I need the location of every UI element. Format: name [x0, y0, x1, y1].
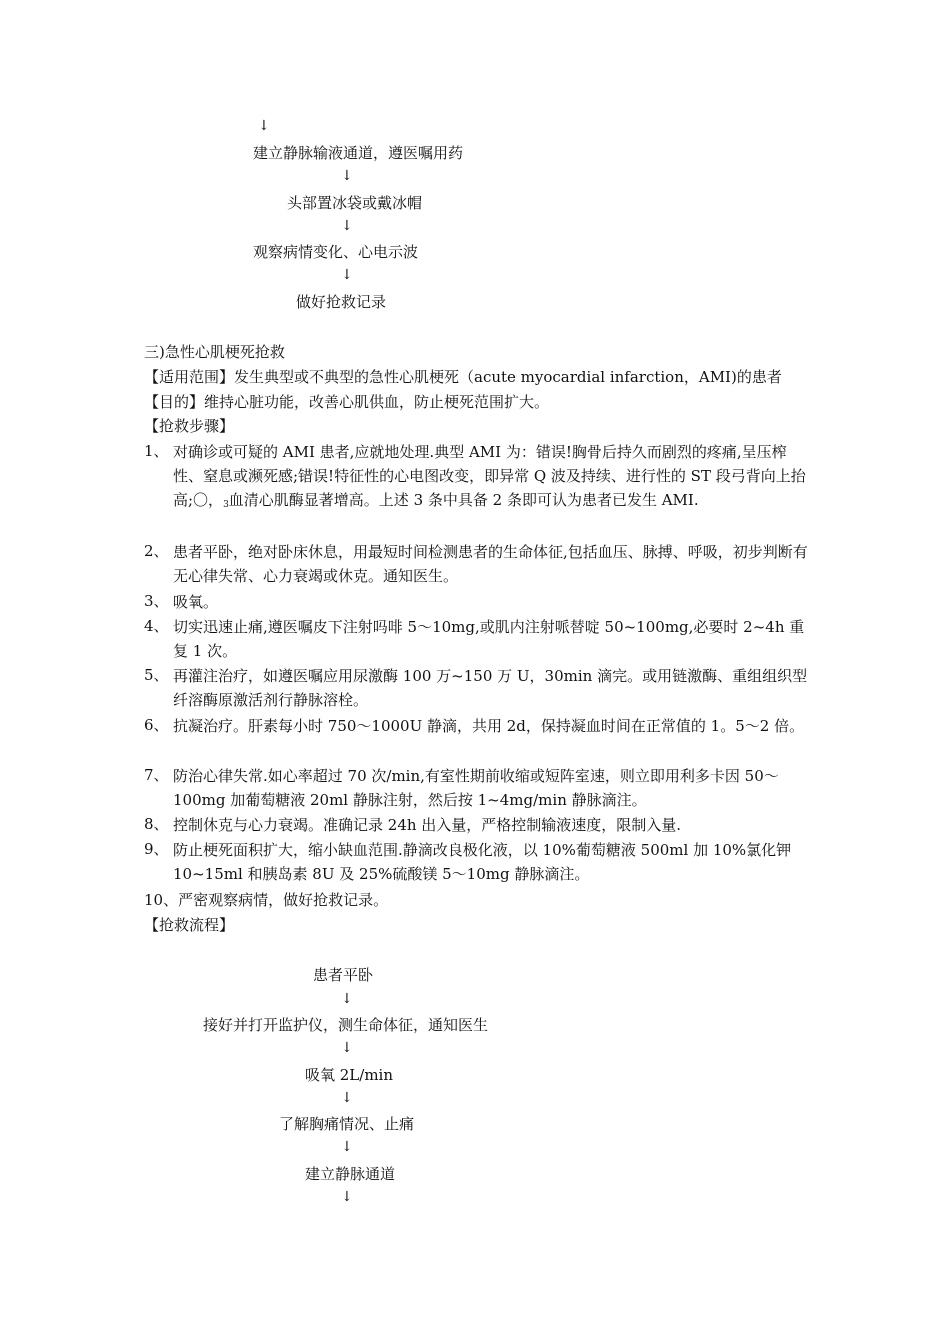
list-item [144, 764, 808, 812]
flow-step: 观察病情变化、心电示波 [253, 243, 419, 261]
item-number: 3、 [144, 592, 169, 610]
list-item [144, 540, 808, 588]
item-text: 再灌注治疗，如遵医嘱应用尿激酶 100 万~150 万 U，30min 滴完。或用链激酶、重组组织型纤溶酶原激活剂行静脉溶栓。 [173, 667, 808, 709]
item-text: 防治心律失常.如心率超过 70 次/min,有室性期前收缩或短阵室速，则立即用利多卡因 50～100mg 加葡萄糖液 20ml 静脉注射，然后按 1~4mg/min 静脉滴注。 [173, 767, 779, 809]
flow-arrow: ↓ [258, 118, 270, 134]
flow-heading: 【抢救流程】 [144, 916, 235, 934]
item-number: 9、 [144, 840, 169, 858]
list-item [144, 813, 808, 837]
item-number: 6、 [144, 716, 169, 734]
flow-step: 建立静脉通道 [305, 1165, 396, 1183]
flow-step: 做好抢救记录 [296, 293, 387, 311]
flow-step: 建立静脉输液通道，遵医嘱用药 [253, 144, 464, 162]
flow-arrow: ↓ [341, 1139, 353, 1155]
list-item [144, 714, 808, 738]
item-number: 7、 [144, 766, 169, 784]
list-item [144, 664, 808, 712]
item-number: 1、 [144, 442, 169, 460]
list-item-10: 10、严密观察病情，做好抢救记录。 [144, 891, 389, 909]
list-item [144, 838, 808, 886]
flow-step: 了解胸痛情况、止痛 [279, 1115, 415, 1133]
section-title: 三)急性心肌梗死抢救 [144, 343, 285, 361]
flow-step: 接好并打开监护仪，测生命体征，通知医生 [203, 1016, 489, 1034]
item-text: 患者平卧，绝对卧床休息，用最短时间检测患者的生命体征,包括血压、脉搏、呼吸，初步判断有无心律失常、心力衰竭或休克。通知医生。 [173, 543, 808, 585]
flow-step: 头部置冰袋或戴冰帽 [287, 194, 423, 212]
item-text: 吸氧。 [173, 593, 219, 611]
flow-arrow: ↓ [341, 1040, 353, 1056]
list-item [144, 440, 808, 517]
item-text: 切实迅速止痛,遵医嘱皮下注射吗啡 5～10mg,或肌内注射哌替啶 50~100mg,必要时 2~4h 重复 1 次。 [173, 618, 805, 660]
flow-arrow: ↓ [341, 1090, 353, 1106]
flow-arrow: ↓ [341, 267, 353, 283]
flow-arrow: ↓ [341, 168, 353, 184]
item-text: 对确诊或可疑的 AMI 患者,应就地处理.典型 AMI 为：错误!胸骨后持久而剧烈的疼痛,呈压榨性、窒息或濒死感;错误!特征性的心电图改变，即异常 Q 波及持续、进行性的 ST 段弓背向上抬高;〇，$_3$血清心肌酶显著增高。上述 3 条中具备 2 条即可认为患者已发生 AMI. [173, 443, 806, 510]
item-number: 8、 [144, 815, 169, 833]
flow-arrow: ↓ [341, 218, 353, 234]
flow-step: 患者平卧 [313, 966, 374, 984]
list-item [144, 590, 808, 614]
flow-step: 吸氧 2L/min [305, 1066, 394, 1084]
item-number: 2、 [144, 542, 169, 560]
flow-arrow: ↓ [341, 1189, 353, 1205]
scope-line: 【适用范围】发生典型或不典型的急性心肌梗死（acute myocardial infarction，AMI)的患者 [144, 368, 782, 386]
item-number: 4、 [144, 617, 169, 635]
item-text: 抗凝治疗。肝素每小时 750～1000U 静滴，共用 2d，保持凝血时间在正常值的 1。5～2 倍。 [173, 717, 805, 735]
item-text: 控制休克与心力衰竭。准确记录 24h 出入量，严格控制输液速度，限制入量. [173, 816, 682, 834]
item-text: 防止梗死面积扩大，缩小缺血范围.静滴改良极化液，以 10%葡萄糖液 500ml 加 10%氯化钾 10~15ml 和胰岛素 8U 及 25%硫酸镁 5～10mg 静脉滴注。 [173, 841, 792, 883]
purpose-line: 【目的】维持心脏功能，改善心肌供血，防止梗死范围扩大。 [144, 393, 550, 411]
list-item [144, 615, 808, 663]
flow-arrow: ↓ [341, 991, 353, 1007]
steps-heading: 【抢救步骤】 [144, 417, 235, 435]
item-number: 5、 [144, 666, 169, 684]
